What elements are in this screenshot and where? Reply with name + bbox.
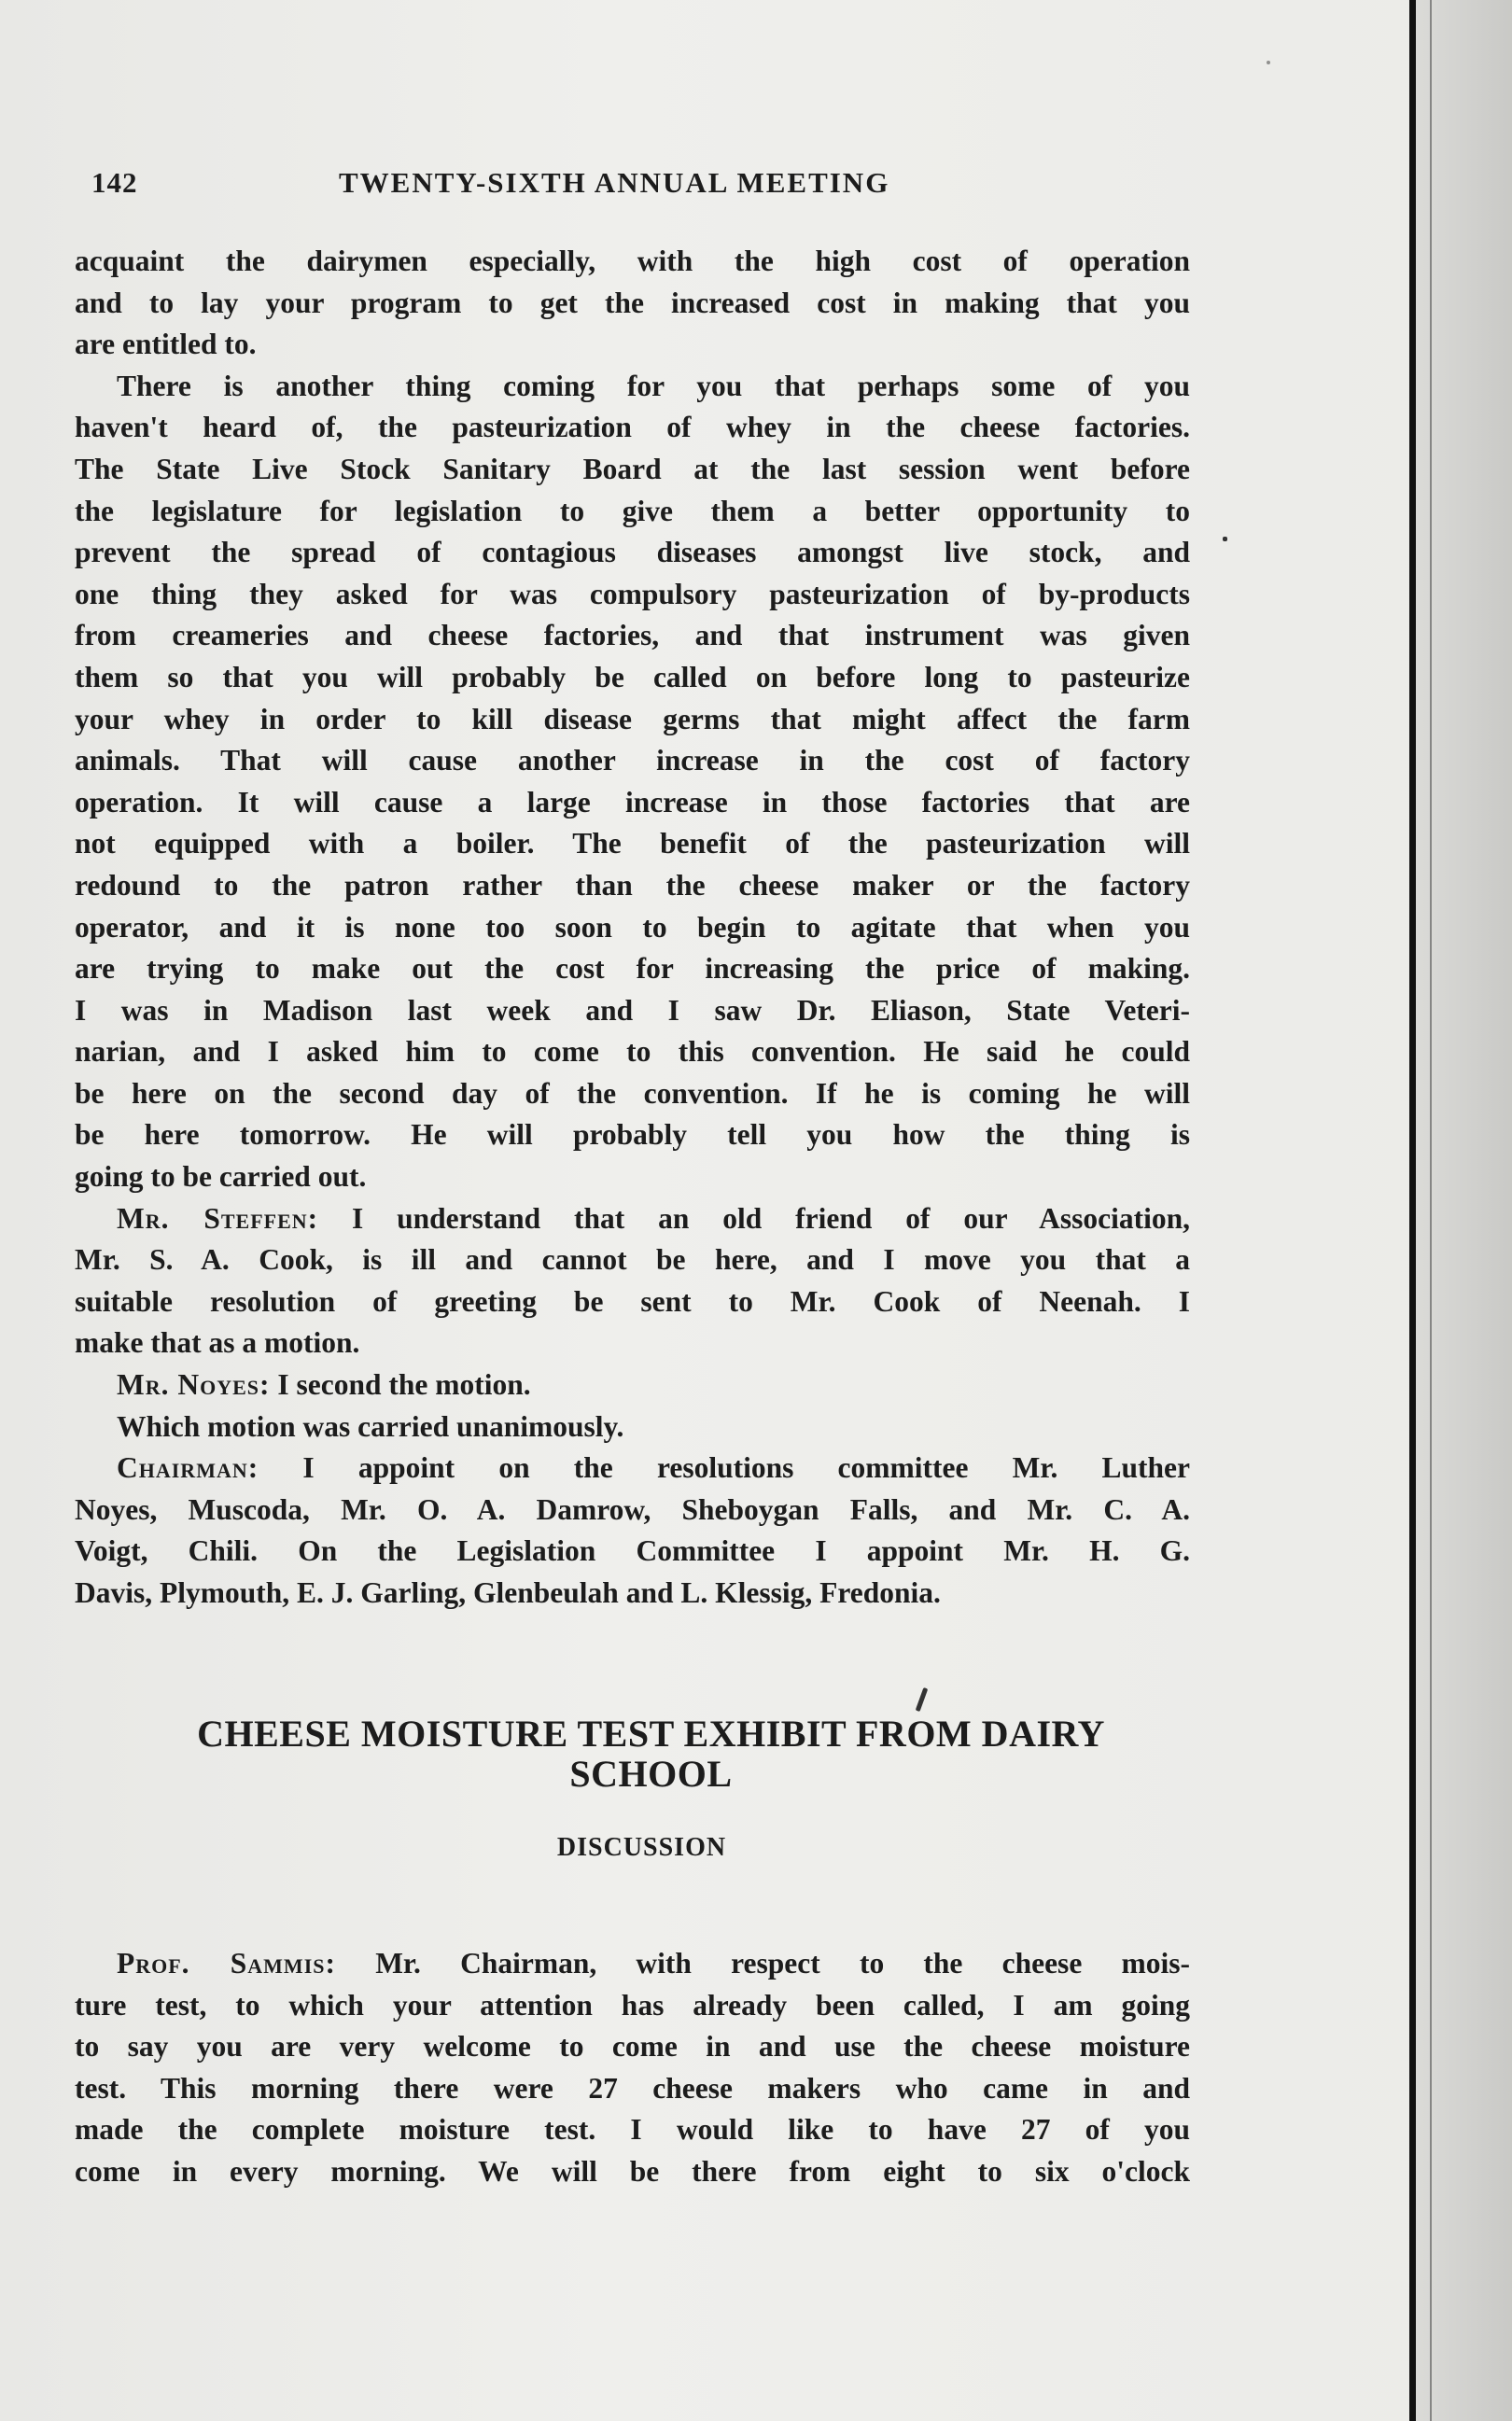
speaker-name: Mr. Noyes: [117,1368,271,1402]
text-line: one thing they asked for was compulsory pasteurization of by-products [75,577,1190,610]
text-line: Davis, Plymouth, E. J. Garling, Glenbeulah and L. Klessig, Fredonia. [75,1576,941,1609]
text-line: your whey in order to kill disease germs that might affect the farm [75,702,1190,735]
text-line: ture test, to which your attention has already been called, I am going [75,1988,1190,2022]
speech-text: I second the motion. [277,1368,531,1402]
text-line: suitable resolution of greeting be sent to Mr. Cook of Neenah. I [75,1284,1190,1318]
text-line: them so that you will probably be called on before long to pasteurize [75,660,1190,693]
text-line: the legislature for legislation to give them a better opportunity to [75,494,1190,527]
text-line: be here tomorrow. He will probably tell you how the thing is [75,1118,1190,1152]
text-line: operator, and it is none too soon to begin to agitate that when you [75,910,1190,944]
text-line: to say you are very welcome to come in and use the cheese moisture [75,2030,1190,2064]
text-line: made the complete moisture test. I would like to have 27 of you [75,2113,1190,2147]
text-line: be here on the second day of the convention. If he is coming he will [75,1076,1190,1110]
text-line: test. This morning there were 27 cheese makers who came in and [75,2071,1190,2105]
text-line: and to lay your program to get the increased cost in making that you [75,286,1190,319]
text-line: Mr. S. A. Cook, is ill and cannot be here, and I move you that a [75,1243,1190,1277]
section-title [93,1714,1209,1794]
text-line: not equipped with a boiler. The benefit of the pasteurization will [75,827,1190,861]
text-line: The State Live Stock Sanitary Board at the last session went before [75,452,1190,485]
text-line: are entitled to. [75,328,257,361]
speaker-name: Prof. Sammis: [117,1947,336,1980]
speech-text: I appoint on the resolutions committee Mr. Luther [302,1451,1191,1485]
page-number: 142 [91,166,138,199]
speaker-name: Mr. Steffen: [117,1201,319,1235]
speech-text: I understand that an old friend of our Association, [352,1201,1190,1235]
text-line: make that as a motion. [75,1326,360,1360]
text-line: acquaint the dairymen especially, with the high cost of operation [75,245,1190,277]
speech-text: Mr. Chairman, with respect to the cheese mois- [375,1947,1190,1980]
ink-speck [1267,61,1270,64]
speaker-name: Chairman: [117,1451,259,1485]
text-line: narian, and I asked him to come to this convention. He said he could [75,1035,1190,1069]
running-head: TWENTY-SIXTH ANNUAL MEETING [339,166,890,199]
page-edge-line-secondary [1430,0,1432,2421]
body-text [75,241,1190,1893]
text-line: prevent the spread of contagious diseases amongst live stock, and [75,536,1190,569]
body-text-discussion [75,1943,1190,2193]
text-line: haven't heard of, the pasteurization of whey in the cheese factories. [75,411,1190,444]
page-header [91,159,1193,205]
section-title-line: CHEESE MOISTURE TEST EXHIBIT FROM DAIRY [197,1712,1105,1755]
speaker-paragraph-chairman [75,1448,1190,1490]
text-line: going to be carried out. [75,1160,367,1194]
speaker-paragraph-steffen [75,1198,1190,1240]
text-line: redound to the patron rather than the cheese maker or the factory [75,868,1190,902]
ink-speck [1223,537,1227,541]
text-line: from creameries and cheese factories, and that instrument was given [75,619,1190,652]
text-line: I was in Madison last week and I saw Dr. Eliason, State Veteri- [75,993,1190,1027]
motion-carried-line: Which motion was carried unanimously. [117,1409,624,1443]
section-subheading: DISCUSSION [556,1832,727,1862]
text-line: animals. That will cause another increase in the cost of factory [75,744,1190,777]
page-edge-line [1409,0,1416,2421]
text-line: There is another thing coming for you that perhaps some of you [117,369,1190,402]
text-line: Noyes, Muscoda, Mr. O. A. Damrow, Sheboygan Falls, and Mr. C. A. [75,1492,1190,1526]
section-title-line: SCHOOL [569,1752,733,1795]
speaker-paragraph-noyes [75,1364,1190,1406]
text-line: Voigt, Chili. On the Legislation Committee I appoint Mr. H. G. [75,1534,1190,1568]
page-binding-shadow [1409,0,1512,2421]
speaker-paragraph-sammis [75,1943,1190,1985]
text-line: are trying to make out the cost for increasing the price of making. [75,952,1190,986]
text-line: operation. It will cause a large increase in those factories that are [75,785,1190,819]
text-line: come in every morning. We will be there from eight to six o'clock [75,2154,1190,2188]
